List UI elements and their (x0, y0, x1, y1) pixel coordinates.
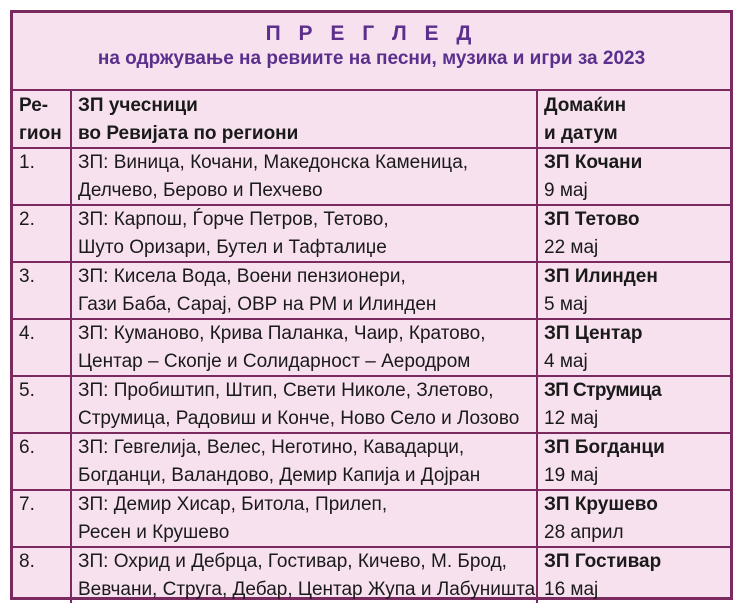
host-cell (537, 262, 730, 319)
participants-line2: Струмица, Радовиш и Конче, Ново Село и Лозово (78, 407, 520, 429)
table-row (13, 148, 730, 205)
title-subheading: на одржување на ревиите на песни, музика и игри за 2023 (97, 48, 646, 69)
table-title (13, 13, 730, 91)
participants-line1: ЗП: Охрид и Дебрца, Гостивар, Кичево, М. Брод, (78, 551, 507, 572)
host-cell (537, 148, 730, 205)
participants-cell (71, 319, 537, 376)
schedule-table-frame (10, 10, 733, 600)
participants-line2: Центар – Скопје и Солидарност – Аеродром (78, 350, 471, 372)
participants-cell (71, 547, 537, 603)
table-row (13, 262, 730, 319)
header-host (537, 91, 730, 148)
region-number: 7. (13, 490, 71, 547)
table-row (13, 205, 730, 262)
participants-line1: ЗП: Пробиштип, Штип, Свети Николе, Злетово, (78, 380, 494, 401)
participants-line1: ЗП: Карпош, Ѓорче Петров, Тетово, (78, 209, 389, 230)
participants-line1: ЗП: Кисела Вода, Воени пензионери, (78, 266, 406, 287)
title-heading: П Р Е Г Л Е Д (265, 22, 478, 45)
host-date: 12 мај (544, 407, 599, 429)
host-date: 16 мај (544, 578, 599, 600)
host-date: 9 мај (544, 179, 588, 201)
participants-line2: Ресен и Крушево (78, 521, 230, 543)
header-row (13, 91, 730, 148)
table-row (13, 490, 730, 547)
participants-cell (71, 433, 537, 490)
participants-cell (71, 262, 537, 319)
header-participants-line2: во Ревијата по региони (78, 122, 299, 144)
host-name: ЗП Тетово (544, 209, 640, 230)
host-name: ЗП Кочани (544, 152, 643, 173)
host-cell (537, 433, 730, 490)
region-number: 5. (13, 376, 71, 433)
host-cell (537, 490, 730, 547)
host-date: 22 мај (544, 236, 599, 258)
region-number: 1. (13, 148, 71, 205)
host-name: ЗП Струмица (544, 380, 662, 401)
participants-cell (71, 376, 537, 433)
participants-cell (71, 148, 537, 205)
host-name: ЗП Крушево (544, 494, 658, 515)
region-number: 6. (13, 433, 71, 490)
header-region-line2: гион (19, 122, 62, 144)
host-cell (537, 319, 730, 376)
participants-line1: ЗП: Демир Хисар, Битола, Прилеп, (78, 494, 388, 515)
table-row (13, 547, 730, 603)
participants-line1: ЗП: Куманово, Крива Паланка, Чаир, Кратово, (78, 323, 486, 344)
host-date: 4 мај (544, 350, 588, 372)
host-date: 19 мај (544, 464, 599, 486)
host-date: 28 април (544, 521, 624, 543)
participants-line2: Вевчани, Струга, Дебар, Центар Жупа и Лабуништа (78, 578, 536, 600)
host-cell (537, 376, 730, 433)
region-number: 3. (13, 262, 71, 319)
region-number: 2. (13, 205, 71, 262)
participants-line2: Богданци, Валандово, Демир Капија и Дојран (78, 464, 481, 486)
host-name: ЗП Центар (544, 323, 643, 344)
header-participants-line1: ЗП учесници (78, 95, 198, 116)
table-row (13, 376, 730, 433)
host-name: ЗП Илинден (544, 266, 658, 287)
participants-line2: Шуто Оризари, Бутел и Тафталиџе (78, 236, 387, 258)
participants-cell (71, 205, 537, 262)
participants-line2: Делчево, Берово и Пехчево (78, 179, 323, 201)
participants-line1: ЗП: Гевгелија, Велес, Неготино, Кавадарци, (78, 437, 465, 458)
participants-line1: ЗП: Виница, Кочани, Македонска Каменица, (78, 152, 469, 173)
host-date: 5 мај (544, 293, 588, 315)
header-host-line2: и датум (544, 122, 618, 144)
region-number: 4. (13, 319, 71, 376)
header-host-line1: Домаќин (544, 95, 627, 116)
header-participants (71, 91, 537, 148)
participants-cell (71, 490, 537, 547)
host-name: ЗП Гостивар (544, 551, 662, 572)
header-region-line1: Ре- (19, 95, 49, 116)
region-number: 8. (13, 547, 71, 603)
header-region (13, 91, 71, 148)
table-row (13, 319, 730, 376)
host-cell (537, 547, 730, 603)
host-name: ЗП Богданци (544, 437, 665, 458)
participants-line2: Гази Баба, Сарај, ОВР на РМ и Илинден (78, 293, 437, 315)
host-cell (537, 205, 730, 262)
schedule-table (13, 91, 730, 603)
table-row (13, 433, 730, 490)
